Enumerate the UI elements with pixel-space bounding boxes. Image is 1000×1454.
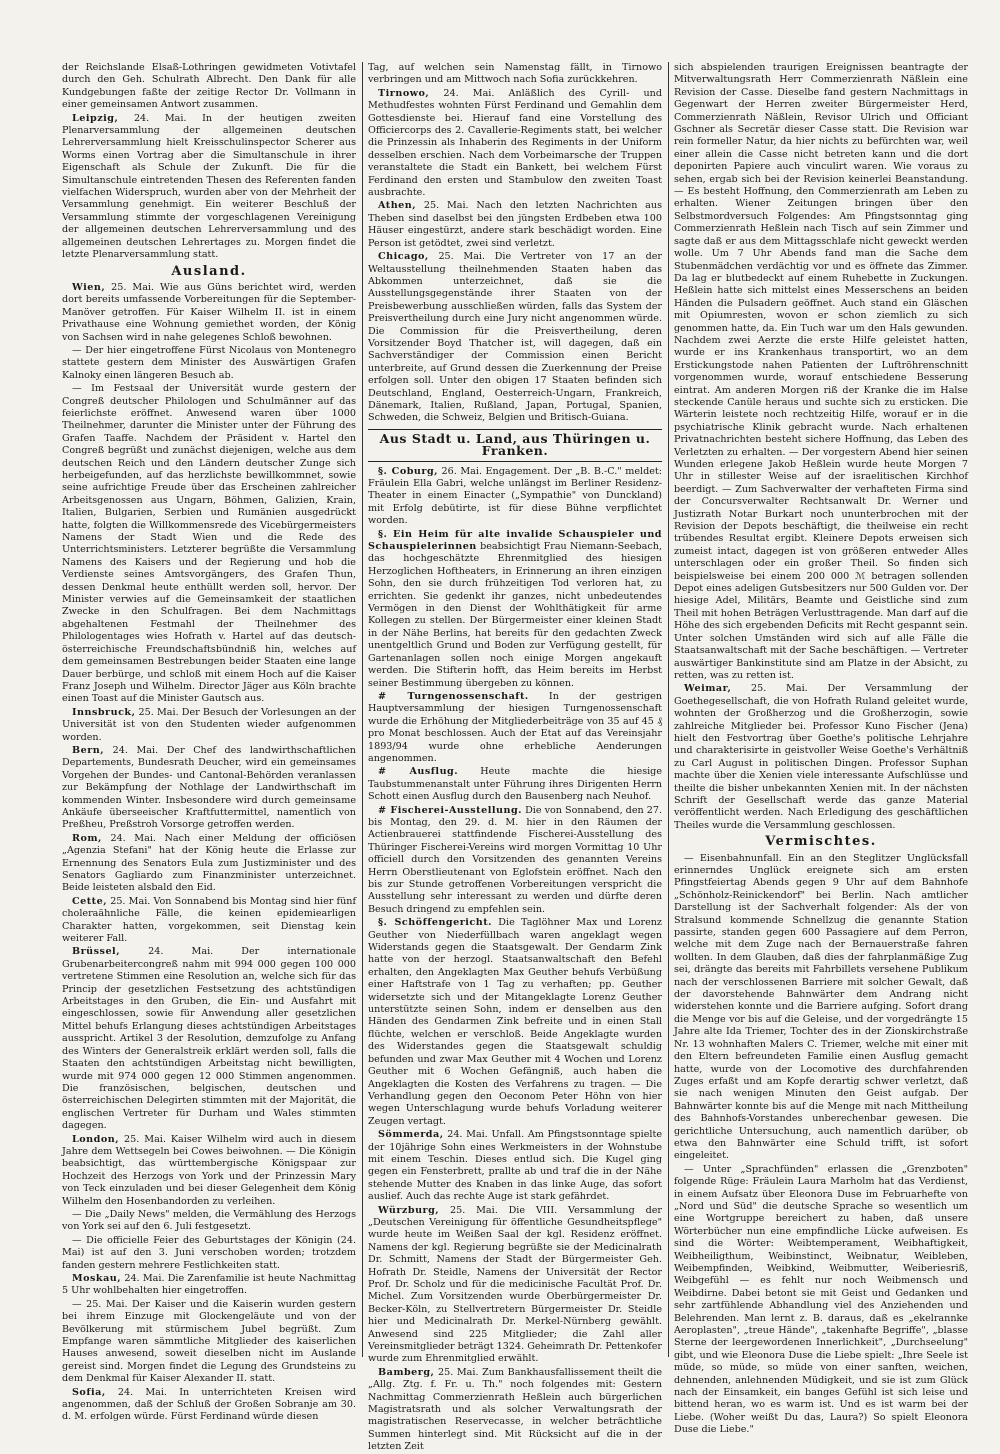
dateline: Tirnowo,	[378, 87, 430, 99]
dateline: Wien,	[72, 281, 106, 293]
column-1	[62, 62, 356, 1423]
news-item: Innsbruck, 25. Mai. Der Besuch der Vorlesungen an der Universität ist von den Studenten wieder aufgenommen worden.	[62, 706, 356, 743]
paragraph: — Im Festsaal der Universität wurde gestern der Congreß deutscher Philologen und Schulmänner auf das feierlichste eröffnet. Anwesend waren über 1000 Theilnehmer, darunter die Minister unter der Führung des Grafen Taaffe. Nachdem der Präsident v. Hartel den Congreß begrüßt und zunächst diejenigen, welche aus dem deutschen Reich und den Ländern deutscher Zunge sich herbeigefunden, auf das herzlichste bewillkommnet, sowie seine aufrichtige Freude über das Erscheinen zahlreicher Arbeitsgenossen aus Ungarn, Böhmen, Galizien, Krain, Italien, Bulgarien, Serbien und Rumänien ausgedrückt hatte, folgten die Willkommensrede des Vicebürgermeisters Namens der Stadt Wien und die Rede des Unterrichtsministers. Letzterer begrüßte die Versammlung Namens des Kaisers und der Regierung und hob die Verdienste seines Amtsvorgängers, des Grafen Thun, dessen Denkmal heute enthüllt werden soll, hervor. Der Minister verwies auf die Gemeinsamkeit der staatlichen Zwecke in den Schulfragen. Bei dem Nachmittags abgehaltenen Festmahl der Theilnehmer des Philologentages wies Hofrath v. Hartel auf das deutsch-österreichische Freundschaftsbündniß hin, welches auf dem gemeinsamen Bestrebungen beider Staaten eine lange Dauer berbürge, und schloß mit einem Hoch auf die Kaiser Franz Joseph und Wilhelm. Director Jäger aus Köln brachte einen Toast auf die Minister Gautsch aus.	[62, 383, 356, 705]
column-divider	[362, 62, 363, 1357]
news-item: # Turngenossenschaft. In der gestrigen Hauptversammlung der hiesigen Turngenossenschaft wurde die Erhöhung der Mitgliederbeiträge von 35 auf 45 ₰ pro Monat beschlossen. Auch der Etat auf das Vereinsjahr 1893/94 wurde ohne erhebliche Aenderungen angenommen.	[368, 690, 662, 764]
item-title: §. Ein Heim für alte invalide Schauspieler und Schauspielerinnen	[368, 528, 662, 553]
news-item: Würzburg, 25. Mai. Die VIII. Versammlung der „Deutschen Vereinigung für öffentliche Gesundheitspflege" wurde heute im Weißen Saal der kgl. Residenz eröffnet. Namens der kgl. Regierung begrüßte sie der Medicinalrath Dr. Schmitt, Namens der Stadt der Bürgermeister Geh. Hofrath Dr. Steidle, Namens der Universität der Rector Prof. Dr. Scholz und für die medicinische Facultät Prof. Dr. Michel. Zum Vorsitzenden wurde Oberbürgermeister Dr. Becker-Köln, zu Stellvertretern Bürgermeister Dr. Steidle hier und Medicinalrath Dr. Merkel-Nürnberg gewählt. Anwesend sind 225 Mitglieder; die Zahl aller Vereinsmitglieder beträgt 1324. Geheimrath Dr. Pettenkofer wurde zum Ehrenmitglied erwählt.	[368, 1204, 662, 1365]
news-item: §. Schöffengericht. Die Taglöhner Max und Lorenz Geuther von Niederfüllbach waren angeklagt wegen Widerstands gegen die Staatsgewalt. Der Gendarm Zink hatte von der herzogl. Staatsanwaltschaft den Befehl erhalten, den Angeklagten Max Geuther behufs Verbüßung einer Haftstrafe von 1 Tag zu verhaften; pp. Geuther widersetzte sich und der Mitangeklagte Lorenz Geuther unterstützte seinen Sohn, indem er denselben aus den Händen des Gendarmen Zink befreite und in einen Stall flüchte, welchen er verschloß. Beide Angeklagte wurden des Widerstandes gegen die Staatsgewalt schuldig befunden und zwar Max Geuther mit 4 Wochen und Lorenz Geuther mit 6 Wochen Gefängniß, auch haben die Angeklagten die Kosten des Verfahrens zu tragen. — Die Verhandlung gegen den Oeconom Peter Höhn von hier wegen Unterschlagung wurde behufs Vorladung weiterer Zeugen vertagt.	[368, 917, 662, 1127]
item-title: §. Schöffengericht.	[378, 917, 493, 929]
news-item: Sofia, 24. Mai. In unterrichteten Kreisen wird angenommen, daß der Schluß der Großen Sobranje am 30. d. M. erfolgen würde. Fürst Ferdinand würde diesen	[62, 1386, 356, 1423]
dateline: Athen,	[378, 200, 417, 212]
news-item: Sömmerda, 24. Mai. Unfall. Am Pfingstsonntage spielte der 10jährige Sohn eines Werkmeisters in der Wohnstube mit einem Teschin. Dieses entlud sich. Die Kugel ging gegen ein Fensterbrett, prallte ab und traf die in der Nähe stehende Mutter des Knaben in das linke Auge, das sofort auslief. Auch das rechte Auge ist stark gefährdet.	[368, 1129, 662, 1203]
news-item: Bern, 24. Mai. Der Chef des landwirthschaftlichen Departements, Bundesrath Deucher, wird ein gemeinsames Vorgehen der Bundes- und Cantonal-Behörden veranlassen zur Bekämpfung der Nothlage der Landwirthschaft im kommenden Winter. Insbesondere wird durch gemeinsame Ankäufe überseeischer Kraftfuttermittel, namentlich von Preßheu, Preßstroh Vorsorge getroffen werden.	[62, 744, 356, 831]
dateline: Rom,	[72, 832, 102, 844]
dateline: London,	[72, 1133, 120, 1145]
section-heading: Aus Stadt u. Land, aus Thüringen u. Franken.	[368, 429, 662, 462]
news-item: Weimar, 25. Mai. Der Versammlung der Goethegesellschaft, die von Hofrath Ruland geleitet wurde, wohnten der Großherzog und die Großherzogin, sowie zahlreiche Mitglieder bei. Professor Kuno Fischer (Jena) hielt den Festvortrag über Goethe's politische Lehrjahre und charakterisirte in geistvoller Weise Goethe's Verhältniß zu Carl August in politischen Dingen. Professor Suphan machte über die Xenien viele interessante Aufschlüsse und theilte die bisher unbekannten Xenien mit. In der nächsten Schrift der Gesellschaft werde das ganze Material veröffentlicht werden. Nach Erledigung des geschäftlichen Theiles wurde die Versammlung geschlossen.	[674, 683, 968, 831]
column-3	[674, 62, 968, 1436]
section-heading: Ausland.	[171, 263, 247, 279]
paragraph: der Reichslande Elsaß-Lothringen gewidmeten Votivtafel durch den Geh. Schulrath Albrecht. Den Dank für alle Kundgebungen faßte der zeitige Rector Dr. Vollmann in einer gemeinsamen Antwort zusammen.	[62, 62, 356, 111]
paragraph: — Die officielle Feier des Geburtstages der Königin (24. Mai) ist auf den 3. Juni verschoben worden; trotzdem fanden gestern mehrere Festlichkeiten statt.	[62, 1234, 356, 1271]
news-item: # Ausflug. Heute machte die hiesige Taubstummenanstalt unter Führung ihres Dirigenten Herrn Schott einen Ausflug durch den Bausenberg nach Neuhof.	[368, 766, 662, 803]
dateline: Cette,	[72, 895, 108, 907]
news-item: Wien, 25. Mai. Wie aus Güns berichtet wird, werden dort bereits umfassende Vorbereitungen für die September-Manöver getroffen. Für Kaiser Wilhelm II. ist in einem Privathause eine Wohnung gemiethet worden, der König von Sachsen wird in nahe gelegenes Schloß bewohnen.	[62, 281, 356, 343]
dateline: Weimar,	[684, 683, 732, 695]
news-item: Leipzig, 24. Mai. In der heutigen zweiten Plenarversammlung der allgemeinen deutschen Lehrerversammlung hielt Kreisschulinspector Scherer aus Worms einen Vortrag aber die Simultanschule in ihrer Eigenschaft als Schule der Zukunft. Die für die Simultanschule eintretenden Thesen des Referenten fanden vielfachen Widerspruch, wurden aber von der Mehrheit der Versammlung genehmigt. Ein weiterer Beschluß der Versammlung stimmte der vorgeschlagenen Vereinigung der allgemeinen deutschen Lehrerversammlung und des allgemeinen deutschen Lehrertages zu. Morgen findet die letzte Plenarversammlung statt.	[62, 112, 356, 261]
section-heading: Vermischtes.	[765, 834, 877, 850]
dateline: Chicago,	[378, 251, 429, 263]
dateline: Bern,	[72, 744, 105, 756]
news-item: Tirnowo, 24. Mai. Anläßlich des Cyrill- und Methudfestes wohnten Fürst Ferdinand und Gemahlin dem Gottesdienste bei. Hierauf fand eine Vorstellung des Officiercorps des 2. Cavallerie-Regiments statt, bei welcher die Prinzessin als Inhaberin des Regiments in der Uniform desselben erschien. Nach dem Vorbeimarsche der Truppen veranstaltete die Stadt ein Bankett, bei welchem Fürst Ferdinand den ersten und Stambulow den zweiten Toast ausbrachte.	[368, 87, 662, 199]
paragraph: sich abspielenden traurigen Ereignissen beantragte der Mitverwaltungsrath Herr Commerzienrath Näßlein eine Revision der Casse. Dieselbe fand gestern Nachmittags in Gegenwart der Herren zweiter Bürgermeister Herd, Commerzienrath Näßlein, Revisor Ulrich und Officiant Gschner als Secretär dieser Casse statt. Die Revision war rein formeller Natur, da hier nichts zu befürchten war, weil einer allein die Casse nicht betreten kann und die dort deponirten Papiere auch vinculirt waren. Wie voraus zu sehen, ergab sich bei der Revision keinerlei Beanstandung. — Es besteht Hoffnung, den Commerzienrath am Leben zu erhalten. Wiener Zeitungen bringen über den Selbstmordversuch Folgendes: Am Pfingstsonntag ging Commerzienrath Heßlein nach Tisch auf sein Zimmer und sagte daß er aus dem Mittagsschlafe nicht geweckt werden wolle. Um 7 Uhr Abends fand man die Sache dem Stubenmädchen verdächtig vor und es öffnete das Zimmer. Da lag er blutbedeckt auf einem Ruhebette in Zuckungen. Heßlein hatte sich mittelst eines Messerschens an beiden Händen die Pulsadern geöffnet. Auch stand ein Gläschen mit Opiumresten, wovon er schon ziemlich zu sich genommen hatte, da. Ein Tuch war um den Hals gewunden. Nachdem zwei Aerzte die erste Hilfe geleistet hatten, wurde er ins Krankenhaus transportirt, wo an dem Erstickungstode nahen Patienten der Luftröhrenschnitt vorgenommen wurde, worauf entschiedene Besserung eintrat. Am anderen Morgen riß der Kranke die im Halse steckende Canüle heraus und suchte sich zu ersticken. Die Wärterin leistete noch rechtzeitig Hilfe, worauf er in die psychiatrische Klinik gebracht wurde. Nach erhaltenen Privatnachrichten besteht sichere Hoffnung, das Leben des Verletzten zu erhalten. — Der vorgestern Abend hier seinen Wunden erlegene Jakob Heßlein wurde heute Morgen 7 Uhr in stillester Weise auf der israelitischen Kirchhof beerdigt. — Zum Sachverwalter der verhafteten Firma sind der Concursverwalter Rechtsanwalt Dr. Werner und Justizrath Notar Burkart noch ununterbrochen mit der Revision der Depots beschäftigt, die theilweise ein recht trübendes Resultat ergibt. Kleinere Depots erweisen sich zumeist intact, dagegen ist von größeren entweder Alles unterschlagen oder ein großer Theil. So finden sich beispielsweise bei einem 200 000 ℳ betragen sollenden Depot eines adeligen Gutsbesitzers nur 500 Gulden vor. Der hiesige Adel, Militärs, Beamte und Geistliche sind zum Theil mit hohen Beträgen Verlusttragende. Man darf auf die Höhe des sich ergebenden Deficits mit Recht gespannt sein. Unter solchen Umständen wird sich auf alle Fälle die Staatsanwaltschaft mit der Sache beschäftigen. — Vertreter auswärtiger Bankinstitute sind am Platze in der Absicht, zu retten, was zu retten ist.	[674, 62, 968, 681]
paragraph: — 25. Mai. Der Kaiser und die Kaiserin wurden gestern bei ihrem Einzuge mit Glockengeläute und von der Bevölkerung mit stürmischem Jubel begrüßt. Zum Empfange waren sämmtliche Mitglieder des kaiserlichen Hauses anwesend, soweit dieselben nicht im Auslande gereist sind. Morgen findet die Legung des Grundsteins zu dem Denkmal für Kaiser Alexander II. statt.	[62, 1298, 356, 1385]
dateline: Sömmerda,	[378, 1129, 444, 1141]
news-item: §. Coburg, 26. Mai. Engagement. Der „B. B.-C." meldet: Fräulein Ella Gabri, welche unlängst im Berliner Residenz-Theater in einem Einacter („Sympathie" von Dunckland) mit Erfolg debütirte, ist für diese Bühne verpflichtet worden.	[368, 465, 662, 527]
column-divider	[668, 62, 669, 1357]
news-item: §. Ein Heim für alte invalide Schauspieler und Schauspielerinnen beabsichtigt Frau Niemann-Seebach, das hochgeschätzte Ehrenmitglied des hiesigen Herzoglichen Hoftheaters, in Erinnerung an ihren einzigen Sohn, den sie durch frühzeitigen Tod verloren hat, zu errichten. Sie gedenkt ihr ganzes, nicht unbedeutendes Vermögen in den Dienst der Wohlthätigkeit für arme Kollegen zu stellen. Der Bürgermeister einer kleinen Stadt in der Nähe Berlins, hat bereits für den gedachten Zweck unentgeltlich Grund und Boden zur Verfügung gestellt, für Gartenanlagen sollen noch einige Morgen angekauft werden. Die Stifterin hofft, das Heim bereits im Herbst seiner Bestimmung übergeben zu können.	[368, 528, 662, 689]
news-item: Moskau, 24. Mai. Die Zarenfamilie ist heute Nachmittag 5 Uhr wohlbehalten hier eingetroffen.	[62, 1273, 356, 1297]
paragraph: — Unter „Sprachfünden" erlassen die „Grenzboten" folgende Rüge: Fräulein Laura Marholm hat das Verdienst, in einem Aufsatz über Eleonora Duse im Februarhefte von „Nord und Süd" die deutsche Sprache so wesentlich um eine Wortgruppe bereichert zu haben, daß unsere Wörterbücher nun eine empfindliche Lücke aufweisen. Es sind die Wörter: Weibtemperament, Weibhaftigkeit, Weibheiligthum, Weibinstinct, Weibnatur, Weibleben, Weibempfinden, Weibkind, Weibmutter, Weiberiesriß, Weibgefühl — es fehlt nur noch Weibmensch und Weibdirne. Dabei betont sie mit Geist und Gedanken und sehr zartfühlende Abhandlung viel des Anziehenden und Belehrenden. Man lernt z. B. daraus, daß es „ekelrannke Aeroplasten", „treue Hände", „takenhafte Begriffe", „blasse Sterne der leergewordenen Innerlichkeit", „Durchseelung" gibt, und wie Eleonora Duse die Liebe spielt: „Ihre Seele ist müde, so müde, so müde von einer sanften, weichen, dehnenden, anlehnenden Müdigkeit, und sie ist zum Glück nach der Einsamkeit, ein banges Gefühl ist sich leise und bittend heran, wo es warm ist. Und es ist warm bei der Liebe. (Woher weißt Du das, Laura?) So spielt Eleonora Duse die Liebe."	[674, 1163, 968, 1436]
dateline: Brüssel,	[72, 946, 121, 958]
column-2	[368, 62, 662, 1453]
paragraph: — Eisenbahnunfall. Ein an den Steglitzer Unglücksfall erinnerndes Unglück ereignete sich am ersten Pfingstfeiertag Abends gegen 9 Uhr auf dem Bahnhofe „Schönholz-Reinickendorf" bei Berlin. Nach amtlicher Darstellung ist der Sachverhalt folgender: Als der von Stralsund kommende Schnellzug die genannte Station passirte, standen gegen 600 Passagiere auf dem Perron, welche mit dem Zuge nach der Bernauerstraße fahren wollten. In dem Glauben, daß dies der fahrplanmäßige Zug sei, drängte das bereits mit Fahrbillets versehene Publikum nach der verschlossenen Barriere mit solcher Gewalt, daß der davorstehende Bahnwärter dem Andrang nicht widerstehen konnte und die Barriere aufging. Sofort drang die Menge vor bis auf die Geleise, und der vorgedrängte 15 Jahre alte Ida Triemer, Tochter des in der Zionskirchstraße Nr. 13 wohnhaften Malers C. Triemer, welche mit einer mit den Eltern befreundeten Familie einen Ausflug gemacht hatte, wurde von der Locomotive des durchfahrenden Zuges erfaßt und am Kopfe derartig schwer verletzt, daß sie nach wenigen Minuten den Geist aufgab. Der Bahnwärter konnte bis auf die Menge mit nach Mittheilung des Bahnhofs-Vorstandes unberechenbar gewesen. Die gerichtliche Untersuchung, auch namentlich darüber, ob etwa den Bahnwärter eine Schuld trifft, ist sofort eingeleitet.	[674, 852, 968, 1162]
news-item: London, 25. Mai. Kaiser Wilhelm wird auch in diesem Jahre dem Wettsegeln bei Cowes beiwohnen. — Die Königin beabsichtigt, das württembergische Königspaar zur Hochzeit des Herzogs von York und der Prinzessin Mary von Teck einzuladen und bei dieser Gelegenheit dem König Wilhelm den Hosenbandorden zu verleihen.	[62, 1133, 356, 1207]
news-item: Bamberg, 25. Mai. Zum Bankhausfallissement theilt die „Allg. Ztg. f. Fr. u. Th." noch folgendes mit: Gestern Nachmittag Commerzienrath Heßlein auch bürgerlichen Magistratsrath und als solcher Verwaltungsrath der magistratischen Reservecasse, in welcher beträchtliche Summen hinterlegt sind. Mit Rücksicht auf die in der letzten Zeit	[368, 1366, 662, 1453]
paragraph: — Die „Daily News" melden, die Vermählung des Herzogs von York sei auf den 6. Juli festgesetzt.	[62, 1208, 356, 1233]
news-item: # Fischerei-Ausstellung. Die von Sonnabend, den 27. bis Montag, den 29. d. M. hier in den Räumen der Actienbrauerei stattfindende Fischerei-Ausstellung des Thüringer Fischerei-Vereins wird morgen Vormittag 10 Uhr officiell durch den Vorsitzenden des genannten Vereins Herrn Oberstlieutenant von Eglofstein eröffnet. Nach den bis zur Stunde getroffenen Vorbereitungen verspricht die Ausstellung sehr interessant zu werden und dürfte deren Besuch dringend zu empfehlen sein.	[368, 804, 662, 915]
news-item: Rom, 24. Mai. Nach einer Meldung der officiösen „Agenzia Stefani" hat der König heute die Erlasse zur Ernennung des Senators Eula zum Justizminister und des Senators Gagliardo zum Finanzminister unterzeichnet. Beide leisteten alsbald den Eid.	[62, 832, 356, 894]
item-title: # Turngenossenschaft.	[378, 690, 529, 702]
news-item: Chicago, 25. Mai. Die Vertreter von 17 an der Weltausstellung theilnehmenden Staaten haben das Abkommen unterzeichnet, daß sie die Ausstellungsgegenstände ihrer Staaten von der Preisbewerbung ausschließen würden, falls das System der Preisvertheilung durch eine Jury nicht angenommen würde. Die Commission für die Preisvertheilung, deren Vorsitzender Boyd Thatcher ist, will dagegen, daß ein Sachverständiger der Commission einen Bericht unterbreite, auf Grund dessen die Zuerkennung der Preise erfolgen soll. Unter den obigen 17 Staaten befinden sich Deutschland, England, Oesterreich-Ungarn, Frankreich, Dänemark, Italien, Rußland, Japan, Portugal, Spanien, Schweden, die Schweiz, Belgien und Britisch-Guiana.	[368, 251, 662, 424]
item-title: # Fischerei-Ausstellung.	[378, 804, 522, 816]
dateline: Bamberg,	[378, 1366, 435, 1378]
paragraph: Tag, auf welchen sein Namenstag fällt, in Tirnowo verbringen und am Mittwoch nach Sofia zurückkehren.	[368, 62, 662, 86]
item-title: # Ausflug.	[378, 766, 459, 778]
dateline: Innsbruck,	[72, 706, 136, 718]
news-item: Brüssel, 24. Mai. Der internationale Grubenarbeitercongreß nahm mit 994 000 gegen 100 000 vertretene Stimmen eine Resolution an, welche sich für das Princip der gesetzlichen Festsetzung des achtstündigen Arbeitstages in den Gruben, die Ein- und Ausfahrt mit eingeschlossen, sowie für Anwendung aller gesetzlichen Mittel behufs Erlangung dieses achtstündigen Arbeitstages ausspricht. Artikel 3 der Resolution, demzufolge zu Anfang des Winters der Generalstreik erklärt werden soll, falls die Staaten den achtstündigen Arbeitstag nicht bewilligten, wurde mit 974 000 gegen 12 000 Stimmen angenommen. Die französischen, belgischen, deutschen und österreichischen Delegirten stimmten mit der Majorität, die englischen Vertreter für Durham und Wales stimmten dagegen.	[62, 946, 356, 1132]
paragraph: — Der hier eingetroffene Fürst Nicolaus von Montenegro stattete gestern dem Minister des Auswärtigen Grafen Kalnoky einen längeren Besuch ab.	[62, 344, 356, 381]
dateline: Sofia,	[72, 1386, 106, 1398]
dateline: Leipzig,	[72, 112, 119, 124]
news-item: Cette, 25. Mai. Von Sonnabend bis Montag sind hier fünf choleraähnliche Fälle, die keinen epidemiearligen Charakter hatten, vorgekommen, seit Dienstag kein weiterer Fall.	[62, 895, 356, 945]
dateline: Würzburg,	[378, 1204, 440, 1216]
dateline: §. Coburg,	[378, 465, 439, 477]
dateline: Moskau,	[72, 1273, 122, 1284]
news-item: Athen, 25. Mai. Nach den letzten Nachrichten aus Theben sind daselbst bei den jüngsten Erdbeben etwa 100 Häuser eingestürzt, andere stark beschädigt worden. Eine Person ist getödtet, zwei sind verletzt.	[368, 200, 662, 249]
